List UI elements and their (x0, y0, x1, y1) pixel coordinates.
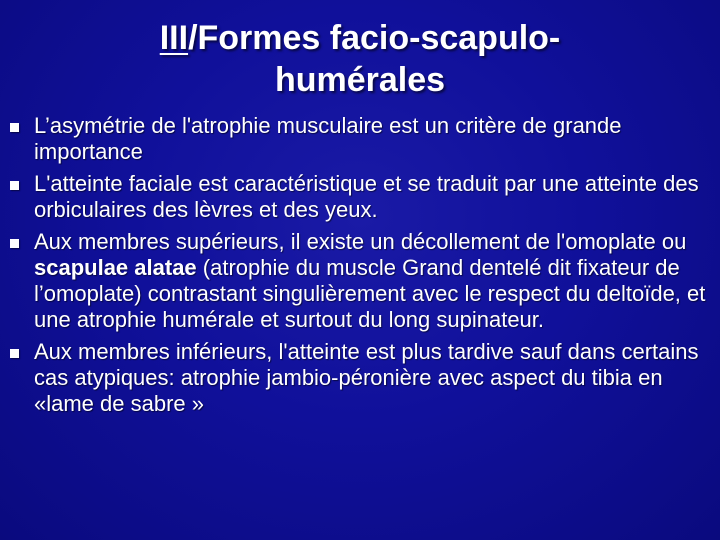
square-bullet-icon (10, 349, 19, 358)
bullet-item-lower-limbs (10, 339, 715, 417)
title-line1-text: /Formes facio-scapulo- (188, 19, 561, 57)
bullet-text: Aux membres inférieurs, l'atteinte est plus tardive sauf dans certains cas atypiques: atrophie jambio-péronière avec aspect du tibia en «lame de sabre » (34, 339, 699, 416)
square-bullet-icon (10, 181, 19, 190)
bullet-text: L'atteinte faciale est caractéristique et se traduit par une atteinte des orbiculaires des lèvres et des yeux. (34, 171, 699, 222)
title-line2-text: humérales (274, 61, 446, 99)
bullet-text-before: Aux membres supérieurs, il existe un décollement de l'omoplate ou (34, 229, 687, 254)
title-roman-numeral: III (159, 19, 189, 57)
slide-title (60, 17, 660, 101)
bullet-item-facial (10, 171, 715, 223)
square-bullet-icon (10, 123, 19, 132)
bullet-item-upper-limbs (10, 229, 715, 333)
square-bullet-icon (10, 239, 19, 248)
bullet-text: L’asymétrie de l'atrophie musculaire est un critère de grande importance (34, 113, 622, 164)
bullet-list (10, 113, 715, 423)
bullet-text-after: (atrophie du muscle Grand dentelé dit fixateur de l’omoplate) contrastant singulièrement avec le respect du deltoïde, et une atrophie humérale et surtout du long supinateur. (34, 255, 706, 332)
bullet-item-asymmetry (10, 113, 715, 165)
bullet-text-bold: scapulae alatae (34, 255, 197, 280)
